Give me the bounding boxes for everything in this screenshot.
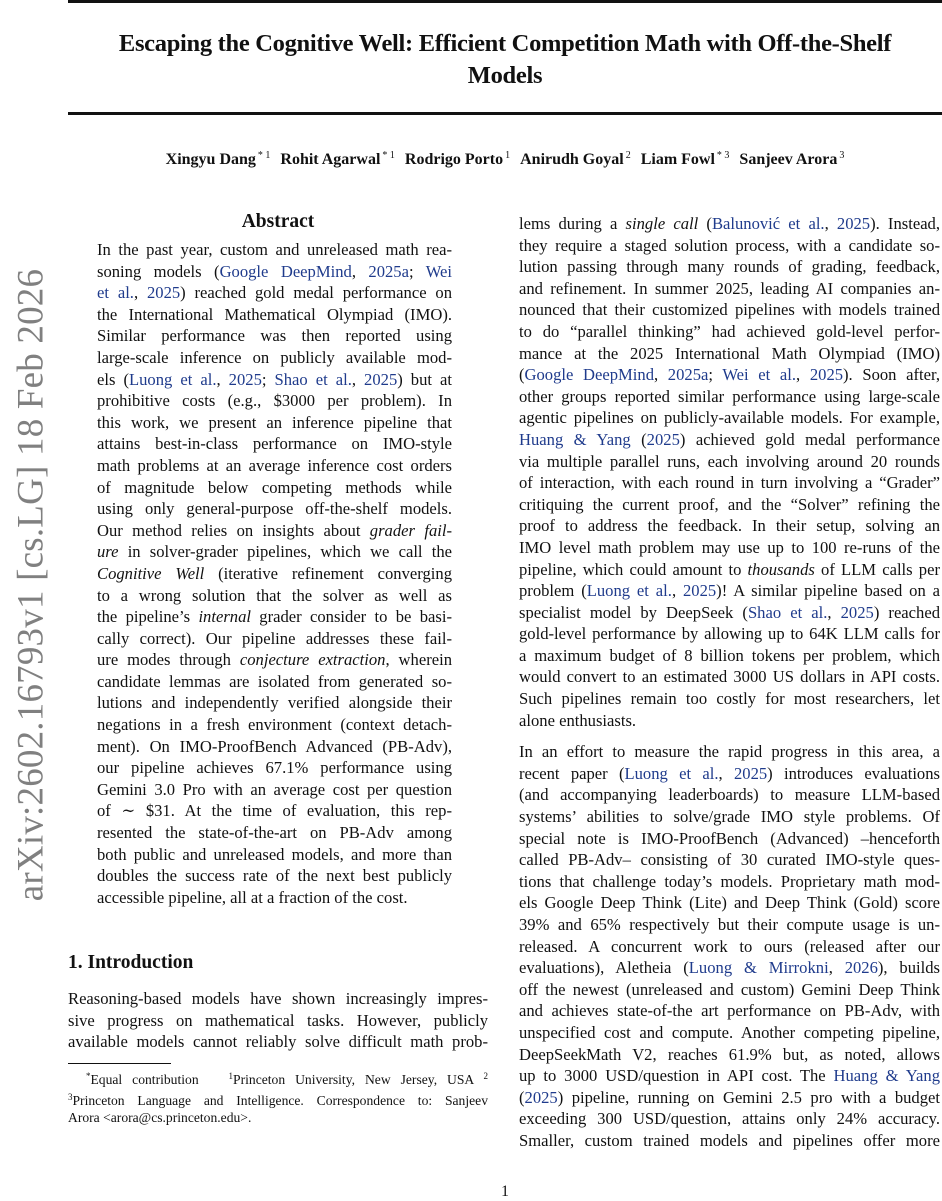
text-line	[519, 666, 940, 688]
text-line	[519, 1065, 940, 1087]
author-name-text: Liam Fowl	[640, 151, 715, 168]
author-affiliation-marker: 1	[505, 150, 511, 161]
body-text: the pipeline’s	[97, 607, 199, 627]
citation-link[interactable]: 2025	[682, 581, 717, 601]
footnote-correspondence: Arora <arora@cs.princeton.edu>.	[68, 1110, 252, 1125]
body-text: special note is IMO-ProofBench (Advanced) –henceforth	[519, 828, 940, 848]
author-affiliation-marker: * 1	[257, 150, 271, 161]
paragraph	[519, 741, 940, 1151]
body-text: (	[698, 214, 712, 233]
emphasis-text: thousands	[747, 559, 815, 579]
title-bottom-rule	[68, 112, 942, 115]
body-text: ,	[216, 369, 229, 389]
body-text: proof to address the feedback. In their setup, solving an	[519, 516, 940, 536]
text-line	[97, 412, 452, 434]
body-text: the International Mathematical Olympiad (IMO).	[97, 304, 452, 324]
page-title	[68, 28, 942, 92]
body-text: )! A similar pipeline based on a	[716, 581, 940, 601]
body-text: ,	[827, 602, 841, 622]
text-line	[519, 602, 940, 624]
body-text: of ∼ $31. At the time of evaluation, this rep-	[97, 801, 452, 821]
text-line	[97, 325, 452, 347]
text-line	[519, 213, 940, 235]
body-text: alone enthusiasts.	[519, 710, 637, 730]
citation-link[interactable]: 2025	[646, 429, 680, 449]
citation-link[interactable]: 2025	[364, 369, 398, 389]
text-line	[519, 645, 940, 667]
body-text: , wherein	[385, 650, 452, 670]
author-name	[641, 151, 730, 168]
body-text: ,	[718, 763, 734, 783]
text-line	[68, 988, 488, 1010]
body-text: doubles the success rate of the next best publicly	[97, 866, 452, 886]
text-line	[519, 957, 940, 979]
emphasis-text: ure	[97, 542, 119, 562]
text-line	[519, 364, 940, 386]
body-text: sive progress on mathematical tasks. However, publicly	[68, 1010, 488, 1030]
text-line	[519, 914, 940, 936]
body-text: large-scale inference on publicly available mod-	[97, 347, 452, 367]
footnote-affiliation-1: Princeton University, New Jersey, USA	[233, 1072, 474, 1087]
text-line	[519, 892, 940, 914]
author-name-text: Rohit Agarwal	[280, 151, 381, 168]
citation-link[interactable]: 2025a	[368, 261, 409, 281]
author-name-text: Xingyu Dang	[165, 151, 256, 168]
author-name	[405, 151, 510, 168]
body-text: of LLM calls per	[814, 559, 940, 579]
citation-link[interactable]: Wei	[425, 261, 452, 281]
text-line	[519, 537, 940, 559]
body-text: other groups reported similar performance using large-scale	[519, 386, 940, 406]
abstract-body	[97, 239, 452, 908]
abstract-heading: Abstract	[241, 211, 315, 232]
body-text: Our method relies on insights about	[97, 520, 370, 540]
author-name	[520, 151, 631, 168]
text-line	[97, 671, 452, 693]
body-text: problem (	[519, 581, 587, 601]
citation-link[interactable]: 2025	[733, 763, 768, 783]
body-text: cally correct). Our pipeline addresses these fail-	[97, 628, 452, 648]
text-line	[519, 1000, 940, 1022]
text-line	[97, 844, 452, 866]
page-number: 1	[501, 1183, 509, 1200]
body-text: gold-level performance by allowing up to 64K LLM calls for	[519, 624, 940, 644]
body-text: ), builds	[877, 958, 940, 978]
section-heading-introduction: 1. Introduction	[68, 952, 194, 973]
text-line	[97, 347, 452, 369]
citation-link[interactable]: Huang & Yang	[833, 1066, 940, 1086]
text-line	[97, 628, 452, 650]
citation-link[interactable]: Balunović et al.	[711, 214, 825, 233]
body-text: our pipeline achieves 67.1% performance using	[97, 758, 452, 778]
body-text: accessible pipeline, all at a fraction of the cost.	[97, 887, 408, 907]
citation-link[interactable]: Google DeepMind	[219, 261, 352, 281]
body-text: agentic pipelines on publicly-available models. For example,	[519, 408, 940, 428]
body-text: ) reached gold medal performance on	[180, 283, 453, 303]
author-name	[166, 151, 271, 168]
body-text: lution passing through many rounds of grading, feedback,	[519, 257, 940, 277]
body-text: ,	[671, 581, 683, 601]
text-line	[97, 865, 452, 887]
body-text: Such pipelines remain too costly for most researchers, let	[519, 689, 940, 709]
text-line	[97, 498, 452, 520]
text-line	[97, 261, 452, 283]
text-line	[519, 407, 940, 429]
body-text: candidate lemmas are isolated from generated so-	[97, 671, 452, 691]
text-line	[97, 887, 452, 909]
text-line	[97, 455, 452, 477]
body-text: Smaller, custom trained models and pipelines offer more	[519, 1130, 940, 1150]
author-list	[68, 150, 942, 169]
text-line	[97, 606, 452, 628]
body-text: in solver-grader pipelines, which we call the	[118, 542, 452, 562]
author-affiliation-marker: 2	[625, 150, 631, 161]
text-line	[519, 580, 940, 602]
author-name-text: Sanjeev Arora	[739, 151, 838, 168]
body-text: lutions and independently verified alongside their	[97, 693, 452, 713]
body-text: critiquing the current proof, and the “Solver” refining the	[519, 494, 940, 514]
body-text: ;	[408, 261, 426, 281]
author-name	[739, 151, 844, 168]
text-line	[97, 369, 452, 391]
text-line	[519, 1130, 940, 1152]
text-line	[519, 623, 940, 645]
text-line	[519, 763, 940, 785]
footnote-marker-aff3: 3	[68, 1091, 73, 1102]
text-line	[519, 828, 940, 850]
arxiv-stamp	[6, 235, 56, 935]
body-text: unspecified cost and compute. Another competing pipeline,	[519, 1022, 940, 1042]
body-text: (	[519, 1087, 525, 1107]
body-text: In an effort to measure the rapid progress in this area, a	[519, 742, 940, 762]
text-line	[97, 714, 452, 736]
body-text: available models cannot reliably solve difficult math prob-	[68, 1032, 488, 1052]
body-text: ,	[133, 283, 147, 303]
body-text: grader consider to be basi-	[250, 607, 452, 627]
body-text: to do “parallel thinking” had achieved gold-level perfor-	[519, 321, 940, 341]
author-affiliation-marker: * 1	[382, 150, 395, 161]
footnote-marker-aff1: 1	[228, 1071, 234, 1081]
citation-link[interactable]: Luong et al.	[129, 369, 217, 389]
citation-link[interactable]: 2025	[840, 602, 874, 622]
citation-link[interactable]: et al.	[97, 283, 134, 303]
body-text: systems’ abilities to solve/grade IMO style problems. Of	[519, 807, 940, 827]
text-line	[97, 585, 452, 607]
body-text: called PB-Adv– consisting of 30 curated IMO-style ques-	[519, 850, 940, 870]
body-text: pipeline, which could amount to	[519, 559, 748, 579]
citation-link[interactable]: Luong et al.	[586, 581, 672, 601]
text-line	[519, 784, 940, 806]
text-line	[519, 494, 940, 516]
citation-link[interactable]: 2026	[844, 958, 878, 978]
body-text: up to 3000 USD/question in API cost. The	[519, 1066, 834, 1086]
body-text: ) achieved gold medal performance	[679, 429, 940, 449]
citation-link[interactable]: Luong et al.	[624, 763, 719, 783]
paragraph	[519, 213, 940, 731]
text-line	[519, 741, 940, 763]
text-line	[519, 256, 940, 278]
footnote-marker-equal: *	[86, 1071, 91, 1081]
text-line	[519, 871, 940, 893]
text-line	[68, 1031, 488, 1053]
citation-link[interactable]: Google DeepMind	[524, 365, 654, 385]
emphasis-text: Cognitive Well	[97, 563, 205, 583]
text-line	[97, 563, 452, 585]
title-line-1: Escaping the Cognitive Well: Efficient Competition Math with Off-the-Shelf	[118, 30, 892, 57]
body-text: both public and unreleased models, and more than	[97, 844, 452, 864]
body-text: 39% and 65% respectively but their compute usage is un-	[519, 915, 940, 934]
text-line	[68, 1010, 488, 1032]
body-text: released. A concurrent work to ours (released after our	[519, 936, 940, 956]
emphasis-text: conjecture extraction	[239, 650, 386, 670]
text-line	[519, 806, 940, 828]
text-line	[519, 515, 940, 537]
body-text: and achieves state-of-the art performance on PB-Adv, with	[519, 1001, 940, 1021]
body-text: ,	[654, 365, 668, 385]
text-line	[519, 429, 940, 451]
text-line	[97, 433, 452, 455]
text-line	[97, 649, 452, 671]
body-text: specialist model by DeepSeek (	[519, 602, 748, 622]
text-line	[97, 282, 452, 304]
text-line	[97, 239, 452, 261]
text-line	[97, 541, 452, 563]
citation-link[interactable]: 2025a	[667, 365, 709, 385]
text-line	[97, 477, 452, 499]
top-rule	[68, 0, 942, 3]
body-text: ) pipeline, running on Gemini 2.5 pro with a budget	[557, 1087, 940, 1107]
text-line	[97, 800, 452, 822]
emphasis-text: grader fail-	[369, 520, 452, 540]
body-text: via multiple parallel runs, each involving around 20 rounds	[519, 451, 940, 471]
body-text: and refinement. In summer 2025, leading AI companies an-	[519, 278, 940, 298]
body-text: using only general-purpose off-the-shelf models.	[97, 499, 452, 519]
author-name-text: Rodrigo Porto	[404, 151, 504, 168]
emphasis-text: internal	[198, 607, 251, 627]
body-text: ment). On IMO-ProofBench Advanced (PB-Adv),	[97, 736, 452, 756]
body-text: DeepSeekMath V2, reaches 61.9% but, as noted, allows	[519, 1044, 940, 1064]
footnote-rule	[68, 1063, 171, 1064]
body-text: to a wrong solution that the solver as well as	[97, 585, 452, 605]
footnote-marker-aff2: 2	[483, 1071, 488, 1081]
body-text: ,	[824, 214, 837, 233]
text-line	[519, 559, 940, 581]
body-text: resented the state-of-the-art on PB-Adv among	[97, 823, 452, 843]
body-text: negations in a fresh environment (context detach-	[97, 715, 452, 735]
text-line	[519, 1108, 940, 1130]
author-name-text: Anirudh Goyal	[520, 151, 624, 168]
body-text: soning models (	[97, 261, 220, 281]
body-text: lems during a	[519, 214, 626, 233]
text-line	[97, 304, 452, 326]
text-line	[519, 1022, 940, 1044]
author-affiliation-marker: * 3	[716, 150, 730, 161]
body-text: ;	[261, 369, 275, 389]
body-text: attains best-in-class performance on IMO-style	[97, 434, 452, 454]
body-text: of magnitude below competing methods while	[97, 477, 452, 497]
body-text: exceeding 300 USD/question, attains only 24% accuracy.	[519, 1109, 940, 1129]
citation-link[interactable]: Luong & Mirrokni	[688, 958, 829, 978]
text-line	[519, 278, 940, 300]
text-line	[519, 343, 940, 365]
citation-link[interactable]: Shao et al.	[274, 369, 352, 389]
footnote-affiliation-3: Princeton Language and Intelligence. Correspondence to: Sanjeev	[72, 1092, 488, 1108]
body-text: this work, we present an inference pipeline that	[97, 412, 452, 432]
text-line	[519, 386, 940, 408]
body-text: math problems at an average inference cost orders	[97, 455, 452, 475]
body-text: (	[519, 365, 525, 385]
body-text: ) but at	[397, 369, 452, 389]
body-text: nounced that their customized pipelines with models trained	[519, 300, 940, 320]
text-line	[519, 688, 940, 710]
text-line	[97, 692, 452, 714]
text-line	[519, 235, 940, 257]
citation-link[interactable]: 2025	[524, 1087, 558, 1107]
body-text: In the past year, custom and unreleased math rea-	[97, 240, 452, 259]
body-text: of interaction, with each round in turn involving a “Grader”	[519, 473, 940, 493]
text-line	[97, 736, 452, 758]
author-name	[280, 151, 395, 168]
body-text: ). Soon after,	[843, 365, 940, 385]
body-text: off the newest (unreleased and custom) Gemini Deep Think	[519, 979, 940, 999]
body-text: IMO level math problem may use up to 100 re-runs of the	[519, 537, 940, 557]
body-text: mance at the 2025 International Math Olympiad (IMO)	[519, 343, 940, 363]
footnote-equal-contribution: Equal contribution	[90, 1072, 199, 1087]
citation-link[interactable]: 2025	[146, 283, 181, 303]
body-text: Gemini 3.0 Pro with an average cost per question	[97, 779, 452, 799]
text-line	[519, 1087, 940, 1109]
text-line	[97, 822, 452, 844]
text-line	[519, 472, 940, 494]
text-line	[97, 520, 452, 542]
body-text: ). Instead,	[870, 214, 941, 233]
body-text: els (	[97, 369, 129, 389]
text-line	[97, 757, 452, 779]
text-line	[519, 936, 940, 958]
body-text: ) reached	[873, 602, 940, 622]
body-text: they require a staged solution process, with a candidate so-	[519, 235, 940, 255]
body-text: a maximum budget of 8 billion tokens per problem, which	[519, 645, 940, 665]
citation-link[interactable]: Huang & Yang	[519, 429, 631, 449]
text-line	[519, 451, 940, 473]
body-text: ) introduces evaluations	[767, 763, 940, 783]
text-line	[97, 779, 452, 801]
body-text: ,	[828, 958, 845, 978]
citation-link[interactable]: 2025	[228, 369, 262, 389]
introduction-left-text	[68, 988, 488, 1053]
citation-link[interactable]: Shao et al.	[747, 602, 828, 622]
citation-link[interactable]: 2025	[809, 365, 844, 385]
body-text: ure modes through	[97, 650, 240, 670]
body-text: ,	[796, 365, 810, 385]
text-line	[519, 979, 940, 1001]
body-text: ;	[708, 365, 723, 385]
arxiv-id-label: arXiv:2602.16793v1 [cs.LG] 18 Feb 2026	[10, 268, 52, 902]
citation-link[interactable]: Wei et al.	[722, 365, 797, 385]
body-text: Similar performance was then reported using	[97, 326, 452, 346]
body-text: recent paper (	[519, 763, 625, 783]
text-line	[519, 1044, 940, 1066]
body-text: (	[630, 429, 647, 449]
text-line	[519, 299, 940, 321]
text-line	[519, 849, 940, 871]
title-line-2: Models	[467, 62, 543, 89]
body-text: evaluations), Aletheia (	[519, 958, 689, 978]
text-line	[97, 390, 452, 412]
footnote	[68, 1068, 488, 1127]
body-text: ,	[351, 369, 365, 389]
body-text: (and accompanying leaderboards) to measure LLM-based	[519, 785, 940, 805]
body-text: ,	[351, 261, 369, 281]
author-affiliation-marker: 3	[839, 150, 845, 161]
text-line	[519, 321, 940, 343]
body-text: prohibitive costs (e.g., $3000 per problem). In	[97, 391, 452, 411]
introduction-right-column	[519, 213, 940, 1152]
emphasis-text: single call	[625, 214, 699, 233]
body-text: Reasoning-based models have shown increasingly impres-	[68, 989, 488, 1008]
body-text: (iterative refinement converging	[204, 563, 452, 583]
body-text: would convert to an estimated 3000 US dollars in API costs.	[519, 667, 940, 687]
body-text: els Google Deep Think (Lite) and Deep Think (Gold) score	[519, 893, 940, 913]
text-line	[519, 710, 940, 732]
citation-link[interactable]: 2025	[836, 214, 871, 233]
body-text: tions that challenge today’s models. Proprietary math mod-	[519, 871, 940, 891]
